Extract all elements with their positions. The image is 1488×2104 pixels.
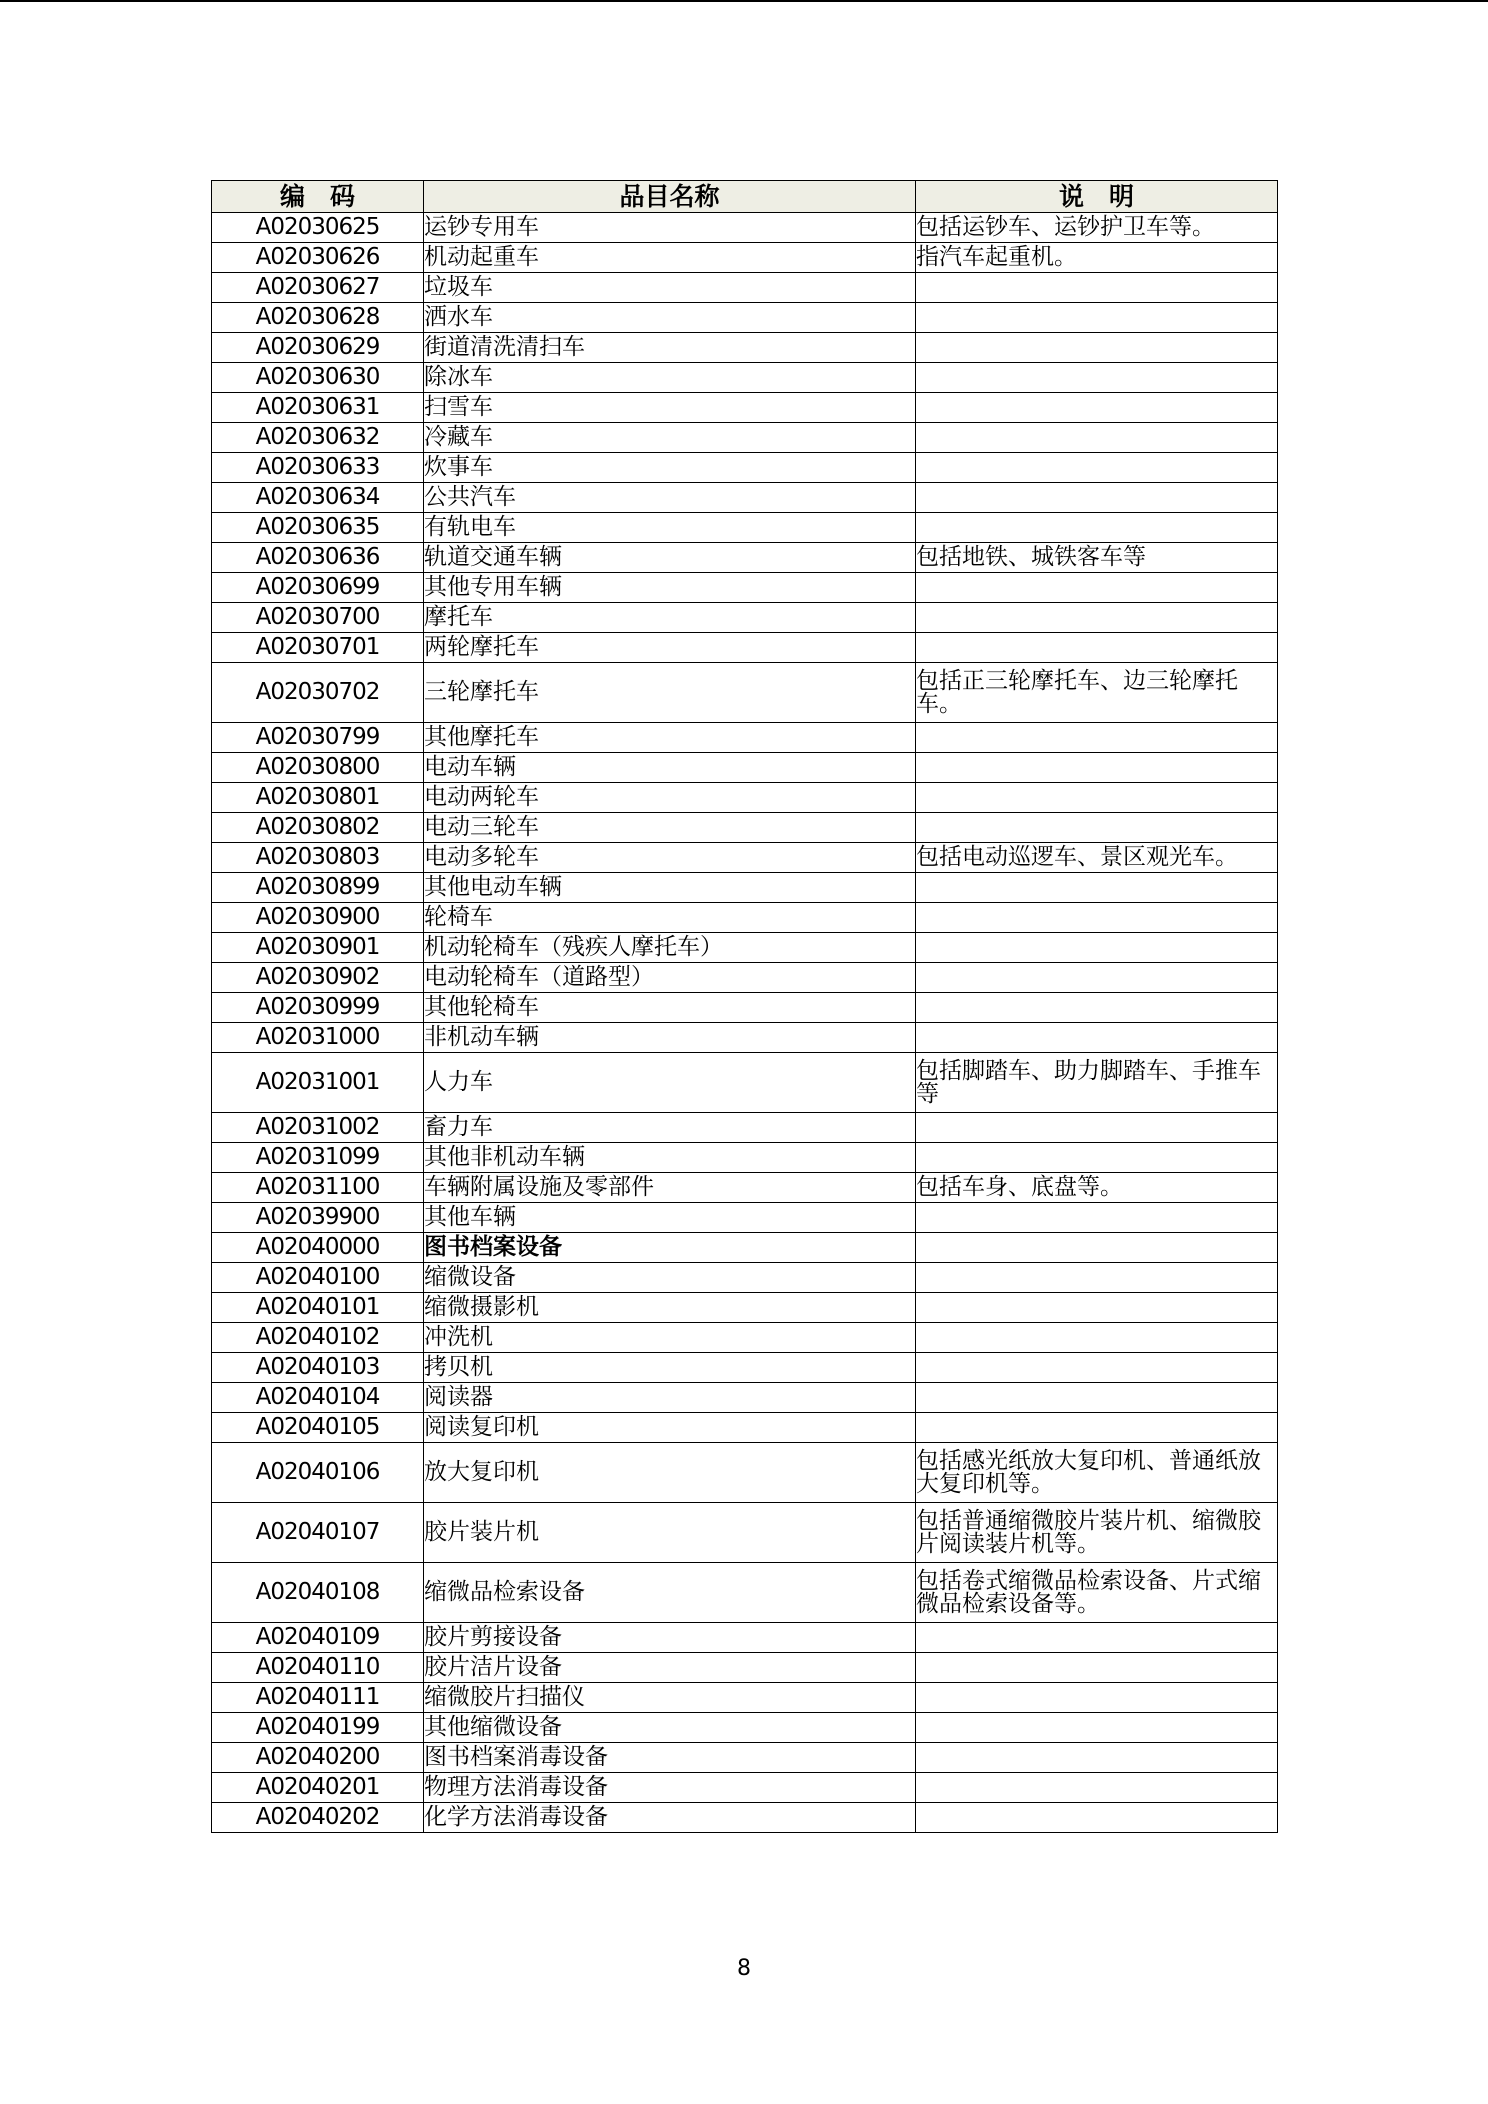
item-name: 冲洗机 bbox=[424, 1323, 916, 1353]
item-description bbox=[916, 1803, 1278, 1833]
item-description bbox=[916, 1713, 1278, 1743]
item-code: A02030699 bbox=[212, 573, 424, 603]
table-row bbox=[212, 243, 1278, 273]
item-description bbox=[916, 753, 1278, 783]
item-code: A02031002 bbox=[212, 1113, 424, 1143]
item-description bbox=[916, 483, 1278, 513]
table-header-row bbox=[212, 181, 1278, 213]
item-code: A02030626 bbox=[212, 243, 424, 273]
item-code: A02039900 bbox=[212, 1203, 424, 1233]
item-description bbox=[916, 1113, 1278, 1143]
item-description bbox=[916, 783, 1278, 813]
item-name: 车辆附属设施及零部件 bbox=[424, 1173, 916, 1203]
table-row bbox=[212, 963, 1278, 993]
item-code: A02030701 bbox=[212, 633, 424, 663]
item-code: A02031001 bbox=[212, 1053, 424, 1113]
item-name: 胶片剪接设备 bbox=[424, 1623, 916, 1653]
item-code: A02040200 bbox=[212, 1743, 424, 1773]
table-row bbox=[212, 363, 1278, 393]
item-description: 包括脚踏车、助力脚踏车、手推车等 bbox=[916, 1053, 1278, 1113]
item-code: A02030636 bbox=[212, 543, 424, 573]
item-name: 电动轮椅车（道路型） bbox=[424, 963, 916, 993]
item-code: A02040109 bbox=[212, 1623, 424, 1653]
item-code: A02040111 bbox=[212, 1683, 424, 1713]
item-name: 冷藏车 bbox=[424, 423, 916, 453]
table-row bbox=[212, 1023, 1278, 1053]
item-description bbox=[916, 513, 1278, 543]
item-name: 其他非机动车辆 bbox=[424, 1143, 916, 1173]
table-row bbox=[212, 663, 1278, 723]
item-code: A02040104 bbox=[212, 1383, 424, 1413]
item-code: A02030900 bbox=[212, 903, 424, 933]
page-top-border bbox=[0, 0, 1488, 2]
item-code: A02030629 bbox=[212, 333, 424, 363]
item-name: 阅读器 bbox=[424, 1383, 916, 1413]
page-number: 8 bbox=[737, 1956, 751, 1981]
table-row bbox=[212, 393, 1278, 423]
item-name: 电动两轮车 bbox=[424, 783, 916, 813]
item-name: 机动起重车 bbox=[424, 243, 916, 273]
item-name: 胶片洁片设备 bbox=[424, 1653, 916, 1683]
table-row bbox=[212, 453, 1278, 483]
item-name: 其他摩托车 bbox=[424, 723, 916, 753]
item-name: 公共汽车 bbox=[424, 483, 916, 513]
table-row bbox=[212, 1053, 1278, 1113]
item-description bbox=[916, 1203, 1278, 1233]
item-description: 包括正三轮摩托车、边三轮摩托车。 bbox=[916, 663, 1278, 723]
item-name: 其他轮椅车 bbox=[424, 993, 916, 1023]
header-description: 说 明 bbox=[916, 181, 1278, 213]
item-code: A02040199 bbox=[212, 1713, 424, 1743]
item-description bbox=[916, 1683, 1278, 1713]
item-description bbox=[916, 603, 1278, 633]
item-description bbox=[916, 873, 1278, 903]
item-code: A02040110 bbox=[212, 1653, 424, 1683]
item-code: A02040101 bbox=[212, 1293, 424, 1323]
item-code: A02040107 bbox=[212, 1503, 424, 1563]
item-code: A02030632 bbox=[212, 423, 424, 453]
item-name: 畜力车 bbox=[424, 1113, 916, 1143]
item-name: 有轨电车 bbox=[424, 513, 916, 543]
item-name: 街道清洗清扫车 bbox=[424, 333, 916, 363]
item-description bbox=[916, 903, 1278, 933]
item-description bbox=[916, 303, 1278, 333]
item-description bbox=[916, 1233, 1278, 1263]
item-name: 人力车 bbox=[424, 1053, 916, 1113]
item-code: A02040108 bbox=[212, 1563, 424, 1623]
table-row bbox=[212, 1173, 1278, 1203]
item-name: 胶片装片机 bbox=[424, 1503, 916, 1563]
item-description: 包括感光纸放大复印机、普通纸放大复印机等。 bbox=[916, 1443, 1278, 1503]
table-row bbox=[212, 1713, 1278, 1743]
table-row bbox=[212, 933, 1278, 963]
table-row bbox=[212, 1623, 1278, 1653]
table-row bbox=[212, 1563, 1278, 1623]
item-name: 炊事车 bbox=[424, 453, 916, 483]
item-name: 电动多轮车 bbox=[424, 843, 916, 873]
table-row bbox=[212, 1743, 1278, 1773]
item-code: A02040202 bbox=[212, 1803, 424, 1833]
item-description bbox=[916, 1323, 1278, 1353]
item-code: A02031099 bbox=[212, 1143, 424, 1173]
table-row bbox=[212, 543, 1278, 573]
item-code: A02030634 bbox=[212, 483, 424, 513]
item-code: A02040100 bbox=[212, 1263, 424, 1293]
item-code: A02030702 bbox=[212, 663, 424, 723]
item-code: A02030999 bbox=[212, 993, 424, 1023]
table-row bbox=[212, 273, 1278, 303]
item-code: A02040201 bbox=[212, 1773, 424, 1803]
item-description: 包括车身、底盘等。 bbox=[916, 1173, 1278, 1203]
table-row bbox=[212, 303, 1278, 333]
item-code: A02031100 bbox=[212, 1173, 424, 1203]
item-description bbox=[916, 933, 1278, 963]
table-row bbox=[212, 813, 1278, 843]
item-description bbox=[916, 1623, 1278, 1653]
item-description bbox=[916, 813, 1278, 843]
table-row bbox=[212, 1773, 1278, 1803]
item-code: A02040000 bbox=[212, 1233, 424, 1263]
item-name: 缩微摄影机 bbox=[424, 1293, 916, 1323]
item-description bbox=[916, 363, 1278, 393]
item-description bbox=[916, 1263, 1278, 1293]
item-description bbox=[916, 423, 1278, 453]
table-row bbox=[212, 633, 1278, 663]
item-code: A02031000 bbox=[212, 1023, 424, 1053]
item-name: 两轮摩托车 bbox=[424, 633, 916, 663]
item-name: 扫雪车 bbox=[424, 393, 916, 423]
item-name: 拷贝机 bbox=[424, 1353, 916, 1383]
item-name: 电动车辆 bbox=[424, 753, 916, 783]
item-code: A02030800 bbox=[212, 753, 424, 783]
item-description: 包括普通缩微胶片装片机、缩微胶片阅读装片机等。 bbox=[916, 1503, 1278, 1563]
item-description: 包括卷式缩微品检索设备、片式缩微品检索设备等。 bbox=[916, 1563, 1278, 1623]
table-row bbox=[212, 603, 1278, 633]
item-code: A02030631 bbox=[212, 393, 424, 423]
item-code: A02030635 bbox=[212, 513, 424, 543]
item-name: 机动轮椅车（残疾人摩托车） bbox=[424, 933, 916, 963]
table-row bbox=[212, 1323, 1278, 1353]
item-name: 其他车辆 bbox=[424, 1203, 916, 1233]
item-name: 摩托车 bbox=[424, 603, 916, 633]
item-description bbox=[916, 1293, 1278, 1323]
item-description bbox=[916, 723, 1278, 753]
header-item-name: 品目名称 bbox=[424, 181, 916, 213]
table-row bbox=[212, 843, 1278, 873]
item-code: A02030802 bbox=[212, 813, 424, 843]
catalog-table bbox=[211, 180, 1278, 1833]
item-name: 其他专用车辆 bbox=[424, 573, 916, 603]
item-code: A02040105 bbox=[212, 1413, 424, 1443]
item-name: 其他电动车辆 bbox=[424, 873, 916, 903]
item-code: A02030633 bbox=[212, 453, 424, 483]
item-name: 缩微品检索设备 bbox=[424, 1563, 916, 1623]
item-description bbox=[916, 963, 1278, 993]
item-description bbox=[916, 1143, 1278, 1173]
item-code: A02040102 bbox=[212, 1323, 424, 1353]
item-name: 三轮摩托车 bbox=[424, 663, 916, 723]
header-code: 编 码 bbox=[212, 181, 424, 213]
item-description bbox=[916, 993, 1278, 1023]
item-code: A02030801 bbox=[212, 783, 424, 813]
table-row bbox=[212, 873, 1278, 903]
table-row bbox=[212, 1383, 1278, 1413]
item-name: 轨道交通车辆 bbox=[424, 543, 916, 573]
item-name: 阅读复印机 bbox=[424, 1413, 916, 1443]
item-name: 缩微胶片扫描仪 bbox=[424, 1683, 916, 1713]
item-description bbox=[916, 573, 1278, 603]
table-row bbox=[212, 333, 1278, 363]
item-description bbox=[916, 1653, 1278, 1683]
table-row bbox=[212, 483, 1278, 513]
table-row bbox=[212, 513, 1278, 543]
item-description bbox=[916, 273, 1278, 303]
table-row bbox=[212, 1503, 1278, 1563]
item-code: A02030899 bbox=[212, 873, 424, 903]
item-name: 非机动车辆 bbox=[424, 1023, 916, 1053]
table-row bbox=[212, 723, 1278, 753]
item-description bbox=[916, 633, 1278, 663]
item-code: A02030625 bbox=[212, 213, 424, 243]
item-description: 包括运钞车、运钞护卫车等。 bbox=[916, 213, 1278, 243]
table-row bbox=[212, 1143, 1278, 1173]
table-row bbox=[212, 1353, 1278, 1383]
table-row bbox=[212, 1653, 1278, 1683]
item-code: A02030803 bbox=[212, 843, 424, 873]
item-code: A02030630 bbox=[212, 363, 424, 393]
table-row bbox=[212, 993, 1278, 1023]
item-description bbox=[916, 1743, 1278, 1773]
item-code: A02030799 bbox=[212, 723, 424, 753]
item-name: 其他缩微设备 bbox=[424, 1713, 916, 1743]
item-description bbox=[916, 1353, 1278, 1383]
item-description bbox=[916, 333, 1278, 363]
item-name: 化学方法消毒设备 bbox=[424, 1803, 916, 1833]
item-description bbox=[916, 1023, 1278, 1053]
item-name: 运钞专用车 bbox=[424, 213, 916, 243]
item-description: 包括电动巡逻车、景区观光车。 bbox=[916, 843, 1278, 873]
item-code: A02030901 bbox=[212, 933, 424, 963]
item-code: A02030627 bbox=[212, 273, 424, 303]
table-row bbox=[212, 1113, 1278, 1143]
table-row bbox=[212, 1443, 1278, 1503]
table-row bbox=[212, 1233, 1278, 1263]
item-description: 包括地铁、城铁客车等 bbox=[916, 543, 1278, 573]
item-code: A02030700 bbox=[212, 603, 424, 633]
item-description bbox=[916, 1773, 1278, 1803]
item-name: 洒水车 bbox=[424, 303, 916, 333]
table-row bbox=[212, 753, 1278, 783]
table-row bbox=[212, 783, 1278, 813]
item-code: A02030628 bbox=[212, 303, 424, 333]
item-name: 图书档案设备 bbox=[424, 1233, 916, 1263]
item-name: 图书档案消毒设备 bbox=[424, 1743, 916, 1773]
table-row bbox=[212, 1293, 1278, 1323]
table-row bbox=[212, 903, 1278, 933]
table-row bbox=[212, 1203, 1278, 1233]
item-name: 电动三轮车 bbox=[424, 813, 916, 843]
table-row bbox=[212, 1803, 1278, 1833]
table-row bbox=[212, 1413, 1278, 1443]
item-description bbox=[916, 453, 1278, 483]
item-name: 除冰车 bbox=[424, 363, 916, 393]
item-name: 轮椅车 bbox=[424, 903, 916, 933]
table-row bbox=[212, 573, 1278, 603]
item-code: A02040103 bbox=[212, 1353, 424, 1383]
item-name: 垃圾车 bbox=[424, 273, 916, 303]
table-row bbox=[212, 1263, 1278, 1293]
item-description bbox=[916, 1413, 1278, 1443]
item-name: 缩微设备 bbox=[424, 1263, 916, 1293]
catalog-table-body bbox=[212, 213, 1278, 1833]
table-row bbox=[212, 213, 1278, 243]
item-description bbox=[916, 393, 1278, 423]
item-name: 物理方法消毒设备 bbox=[424, 1773, 916, 1803]
table-row bbox=[212, 423, 1278, 453]
item-code: A02040106 bbox=[212, 1443, 424, 1503]
table-row bbox=[212, 1683, 1278, 1713]
item-code: A02030902 bbox=[212, 963, 424, 993]
item-name: 放大复印机 bbox=[424, 1443, 916, 1503]
item-description bbox=[916, 1383, 1278, 1413]
item-description: 指汽车起重机。 bbox=[916, 243, 1278, 273]
